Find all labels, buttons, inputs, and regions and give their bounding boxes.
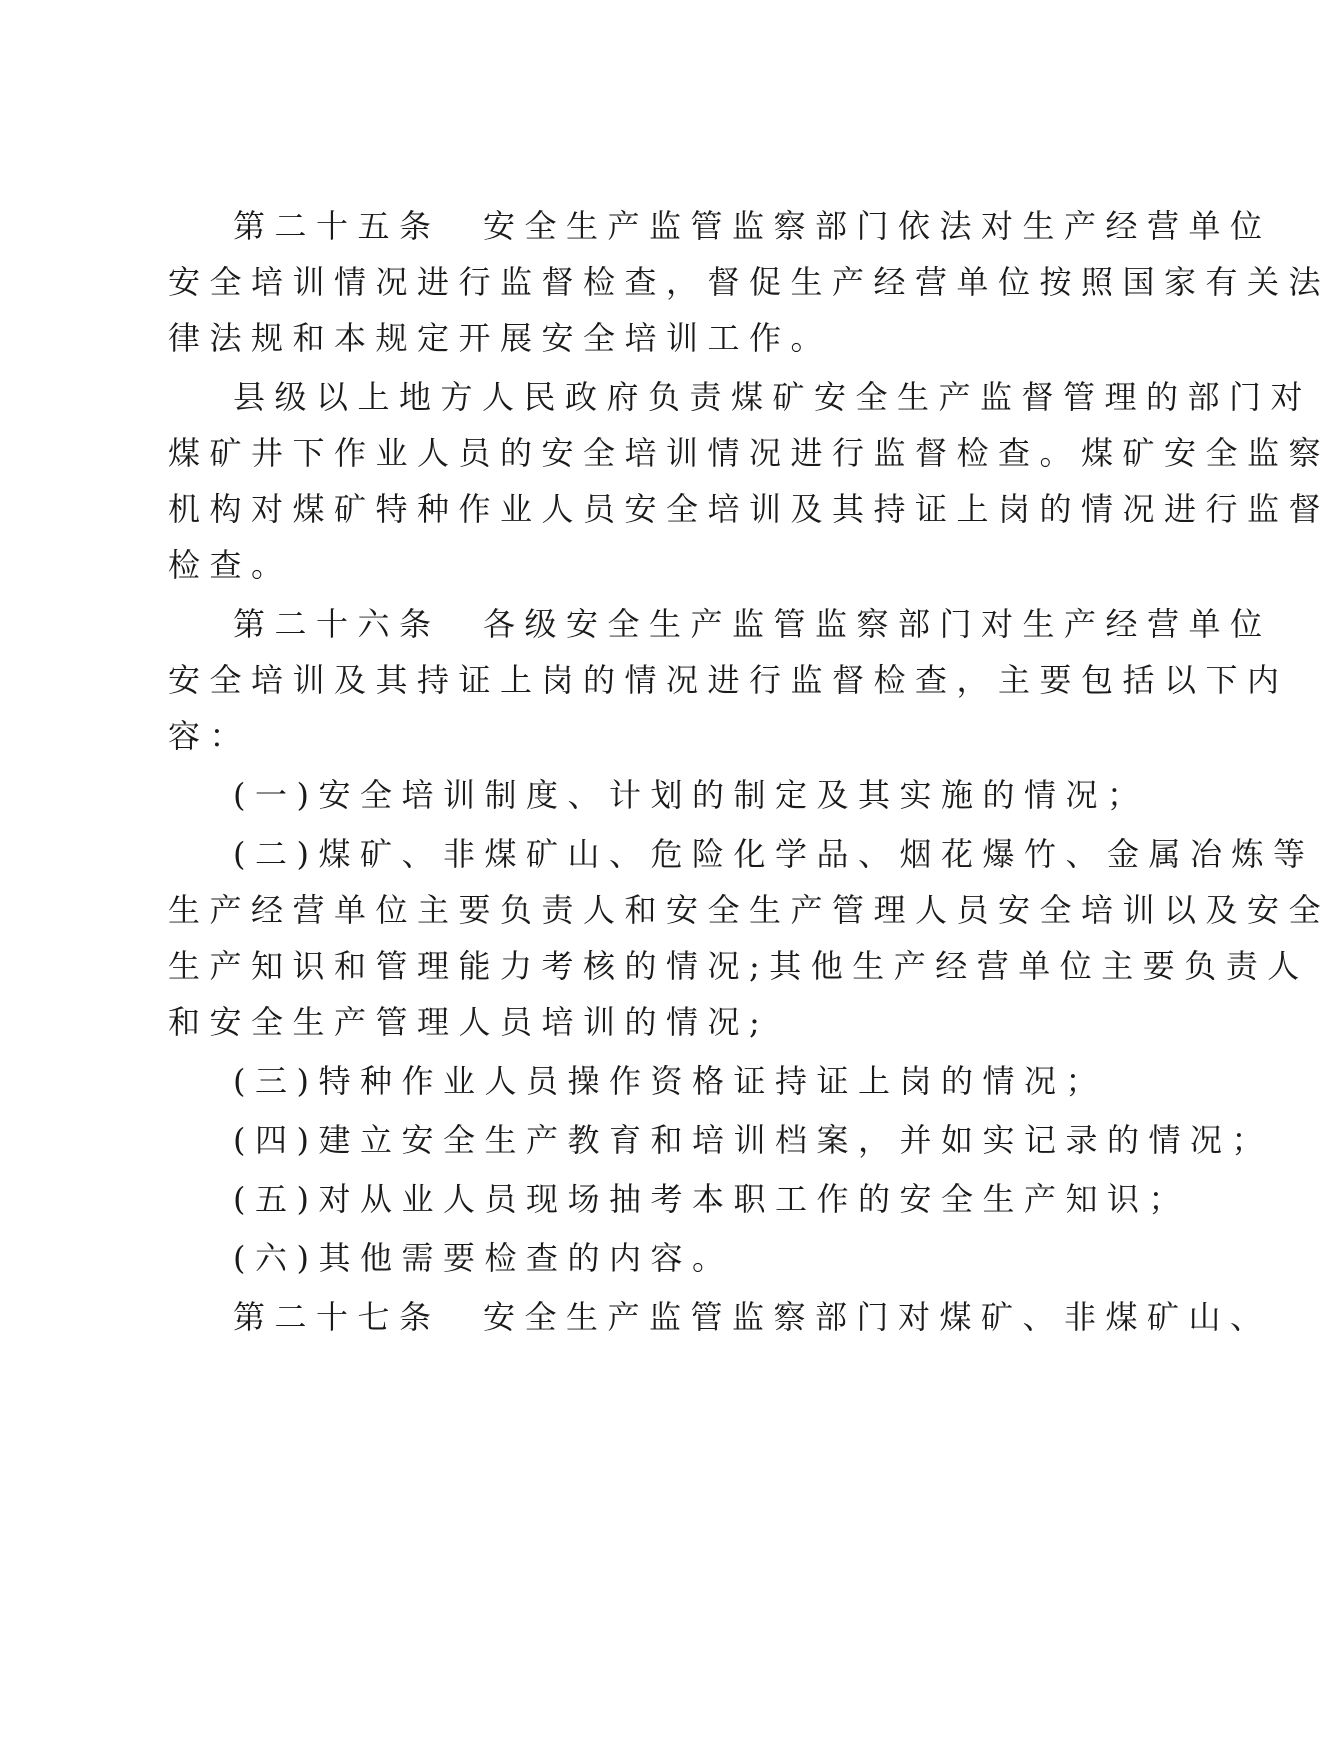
item-2-line-2: 生产经营单位主要负责人和安全生产管理人员安全培训以及安全 bbox=[168, 891, 1330, 929]
article-25-text-1: 安全生产监管监察部门依法对生产经营单位 bbox=[483, 207, 1272, 245]
item-2-line-1: (二)煤矿、非煤矿山、危险化学品、烟花爆竹、金属冶炼等 bbox=[233, 835, 1315, 873]
item-1: (一)安全培训制度、计划的制定及其实施的情况； bbox=[233, 776, 1149, 814]
article-25-line-2: 安全培训情况进行监督检查，督促生产经营单位按照国家有关法 bbox=[168, 263, 1330, 301]
article-26-label: 第二十六条 bbox=[233, 605, 441, 643]
item-6: (六)其他需要检查的内容。 bbox=[233, 1239, 734, 1277]
item-3: (三)特种作业人员操作资格证持证上岗的情况； bbox=[233, 1062, 1107, 1100]
county-paragraph-line-3: 机构对煤矿特种作业人员安全培训及其持证上岗的情况进行监督 bbox=[168, 490, 1330, 528]
item-2-line-3: 生产知识和管理能力考核的情况;其他生产经营单位主要负责人 bbox=[168, 947, 1309, 985]
item-4: (四)建立安全生产教育和培训档案，并如实记录的情况； bbox=[233, 1121, 1273, 1159]
county-paragraph-line-2: 煤矿井下作业人员的安全培训情况进行监督检查。煤矿安全监察 bbox=[168, 434, 1330, 472]
article-25-line-3: 律法规和本规定开展安全培训工作。 bbox=[168, 319, 833, 357]
article-25-label: 第二十五条 bbox=[233, 207, 441, 245]
article-26-line-3: 容： bbox=[168, 717, 252, 755]
article-25-line-1 bbox=[233, 194, 1272, 258]
item-5: (五)对从业人员现场抽考本职工作的安全生产知识； bbox=[233, 1180, 1190, 1218]
article-26-text-1: 各级安全生产监管监察部门对生产经营单位 bbox=[483, 605, 1272, 643]
article-27-text-1: 安全生产监管监察部门对煤矿、非煤矿山、 bbox=[483, 1298, 1272, 1336]
article-26-line-2: 安全培训及其持证上岗的情况进行监督检查，主要包括以下内 bbox=[168, 661, 1289, 699]
item-2-line-4: 和安全生产管理人员培训的情况; bbox=[168, 1003, 770, 1041]
county-paragraph-line-4: 检查。 bbox=[168, 546, 293, 584]
article-26-line-1 bbox=[233, 592, 1272, 656]
county-paragraph-line-1: 县级以上地方人民政府负责煤矿安全生产监督管理的部门对 bbox=[233, 378, 1313, 416]
article-27-line-1 bbox=[233, 1285, 1272, 1349]
article-27-label: 第二十七条 bbox=[233, 1298, 441, 1336]
